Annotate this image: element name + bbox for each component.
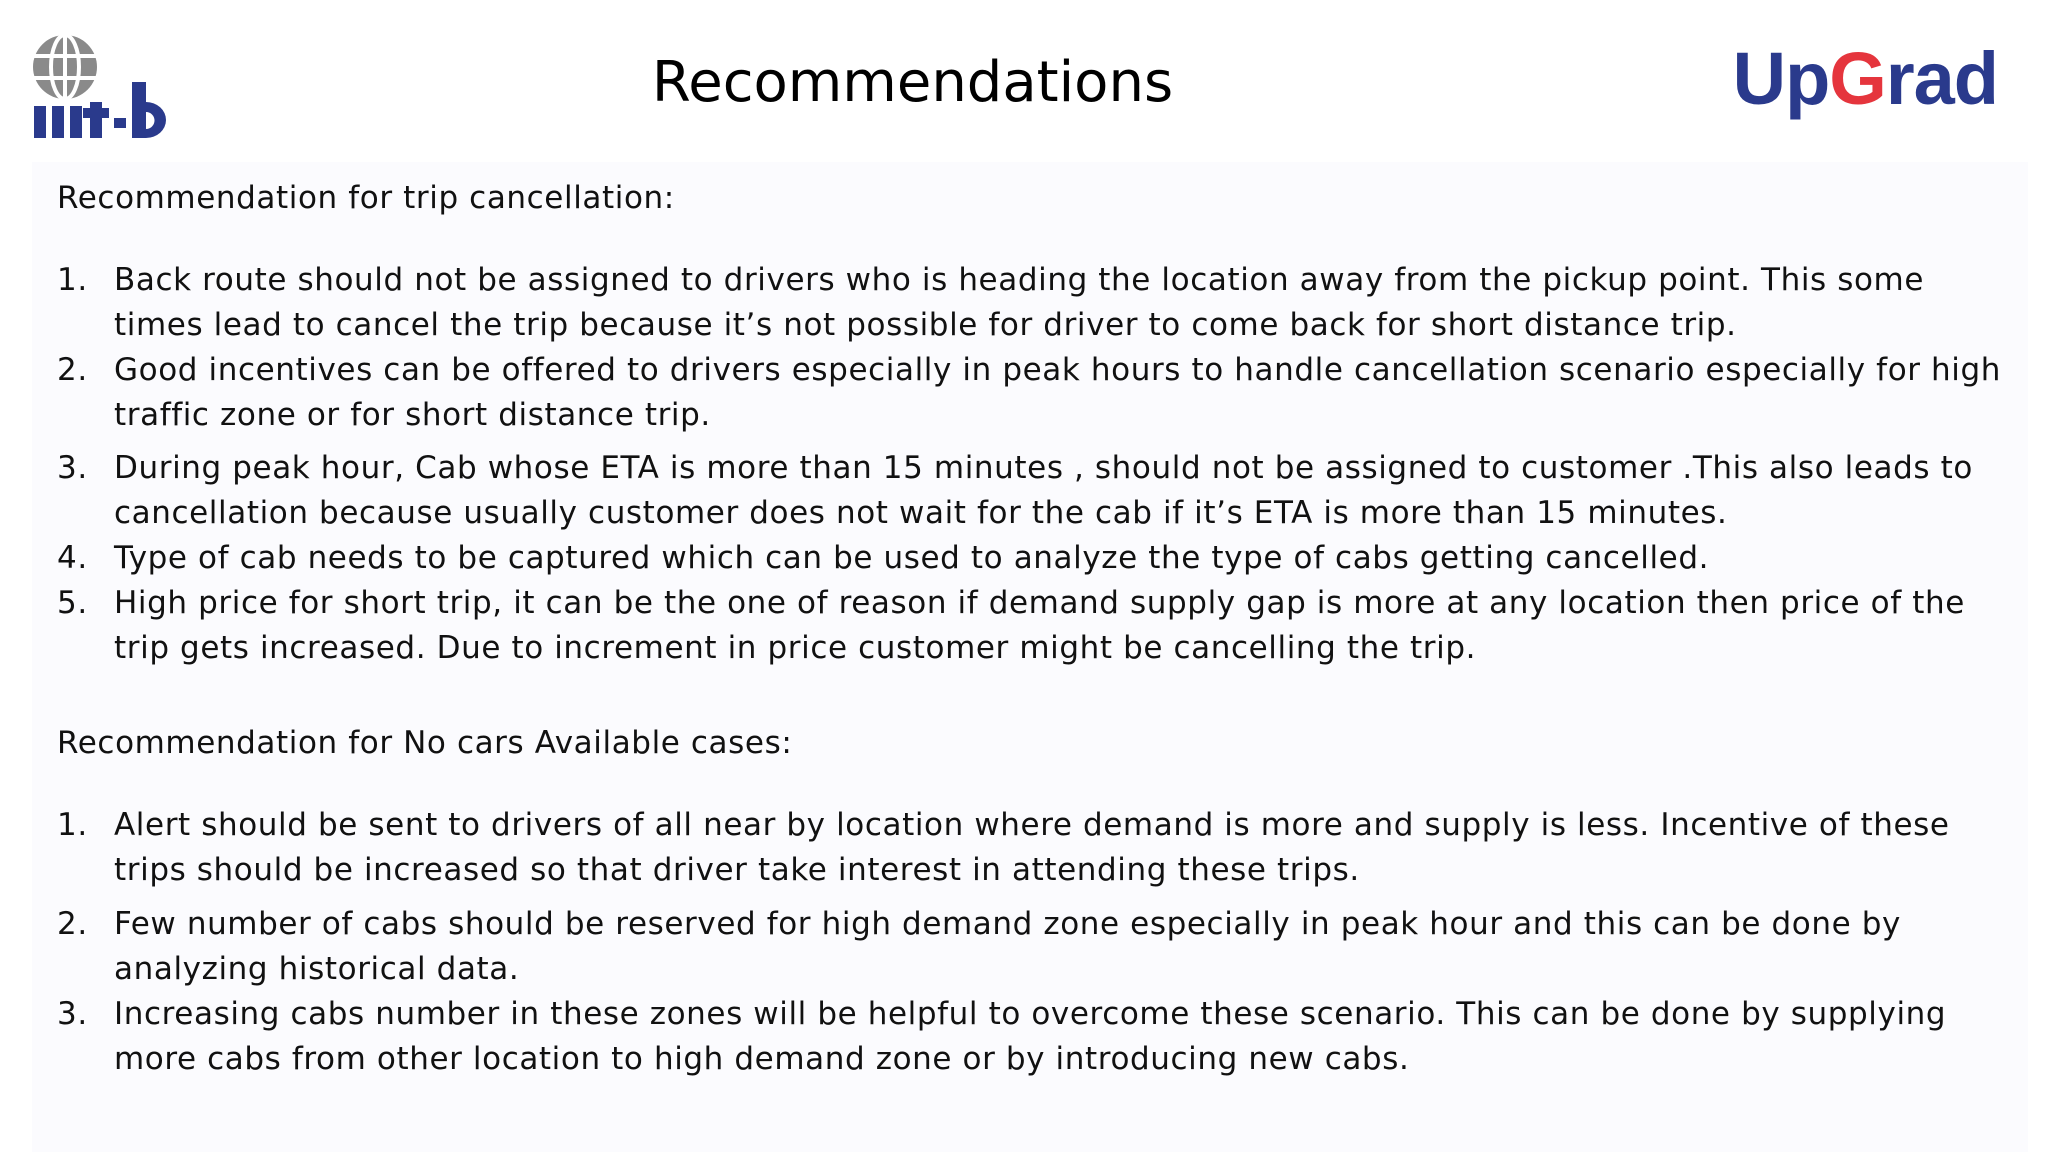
list-item	[57, 581, 2017, 671]
item-text: Increasing cabs number in these zones will be helpful to overcome these scenario. This can be done by supplying more cabs from other location to high demand zone or by introducing new cabs.	[114, 996, 1947, 1077]
item-text: Alert should be sent to drivers of all near by location where demand is more and supply is less. Incentive of these trips should be increased so that driver take interest in attending these trips.	[114, 807, 1950, 888]
list-item	[57, 258, 2017, 348]
item-number: 2.	[57, 352, 88, 388]
item-number: 3.	[57, 996, 88, 1032]
no-cars-available-section	[57, 725, 2017, 1082]
upgrad-logo	[1733, 36, 1998, 121]
section-heading: Recommendation for trip cancellation:	[57, 180, 675, 216]
item-text: Back route should not be assigned to drivers who is heading the location away from the pickup point. This some times lead to cancel the trip because it’s not possible for driver to come back for short distance trip.	[114, 262, 1925, 343]
list-item	[57, 992, 2017, 1082]
upgrad-logo-rad: rad	[1885, 37, 1998, 120]
item-number: 5.	[57, 585, 88, 621]
item-number: 1.	[57, 262, 88, 298]
list-item	[57, 536, 2017, 581]
item-text: High price for short trip, it can be the one of reason if demand supply gap is more at any location then price of the trip gets increased. Due to increment in price customer might be cancelling the trip.	[114, 585, 1965, 666]
item-text: Type of cab needs to be captured which can be used to analyze the type of cabs getting cancelled.	[114, 540, 1710, 576]
recommendation-list	[57, 803, 2017, 1082]
list-item	[57, 348, 2017, 438]
trip-cancellation-section	[57, 180, 2017, 671]
item-number: 1.	[57, 807, 88, 843]
item-text: Few number of cabs should be reserved for high demand zone especially in peak hour and this can be done by analyzing historical data.	[114, 906, 1901, 987]
upgrad-logo-g: G	[1829, 37, 1886, 120]
upgrad-logo-up: Up	[1732, 37, 1830, 120]
list-item	[57, 803, 2017, 893]
item-text: During peak hour, Cab whose ETA is more than 15 minutes , should not be assigned to customer .This also leads to cancellation because usually customer does not wait for the cab if it’s ETA is more than 15 minutes.	[114, 450, 1973, 531]
item-number: 4.	[57, 540, 88, 576]
item-number: 2.	[57, 906, 88, 942]
list-item	[57, 446, 2017, 536]
page-title: Recommendations	[651, 50, 1174, 115]
recommendation-list	[57, 258, 2017, 671]
section-heading: Recommendation for No cars Available cases:	[57, 725, 793, 761]
list-item	[57, 902, 2017, 992]
item-text: Good incentives can be offered to drivers especially in peak hours to handle cancellation scenario especially for high traffic zone or for short distance trip.	[114, 352, 2002, 433]
item-number: 3.	[57, 450, 88, 486]
